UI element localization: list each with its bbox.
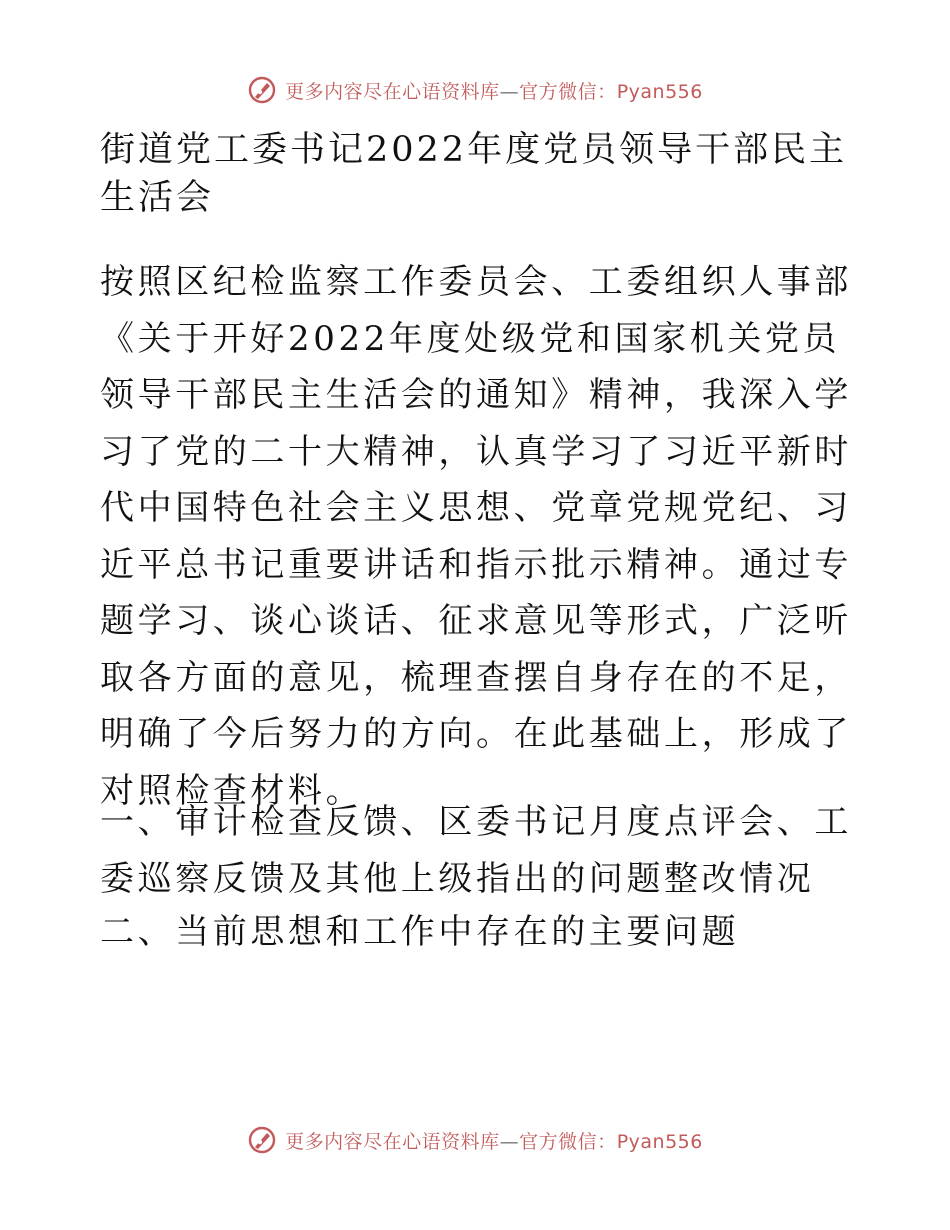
section-heading-1: 一、审计检查反馈、区委书记月度点评会、工委巡察反馈及其他上级指出的问题整改情况 (100, 802, 852, 899)
watermark-wechat-id: Pyan556 (616, 80, 703, 103)
watermark-text (285, 77, 703, 104)
footer-watermark (0, 1120, 950, 1160)
watermark-separator: — (499, 1130, 520, 1153)
watermark-title: 更多内容尽在心语资料库 (285, 80, 500, 103)
watermark-separator: — (499, 80, 520, 103)
watermark-wechat-id: Pyan556 (616, 1130, 703, 1153)
watermark-wechat-label: 官方微信： (519, 80, 617, 103)
watermark-title: 更多内容尽在心语资料库 (285, 1130, 500, 1153)
pen-circle-logo-icon (247, 75, 277, 105)
document-title: 街道党工委书记2022年度党员领导干部民主生活会 (100, 130, 848, 218)
intro-paragraph: 按照区纪检监察工作委员会、工委组织人事部《关于开好2022年度处级党和国家机关党员领导干部民主生活会的通知》精神，我深入学习了党的二十大精神，认真学习了习近平新时代中国特色社会主义思想、党章党规党纪、习近平总书记重要讲话和指示批示精神。通过专题学习、谈心谈话、征求意见等形式，广泛听取各方面的意见，梳理查摆自身存在的不足，明确了今后努力的方向。在此基础上，形成了对照检查材料。 (100, 262, 852, 811)
section-heading-2: 二、当前思想和工作中存在的主要问题 (100, 912, 740, 952)
watermark-text (285, 1127, 703, 1154)
pen-circle-logo-icon (247, 1125, 277, 1155)
header-watermark (0, 70, 950, 110)
watermark-wechat-label: 官方微信： (519, 1130, 617, 1153)
